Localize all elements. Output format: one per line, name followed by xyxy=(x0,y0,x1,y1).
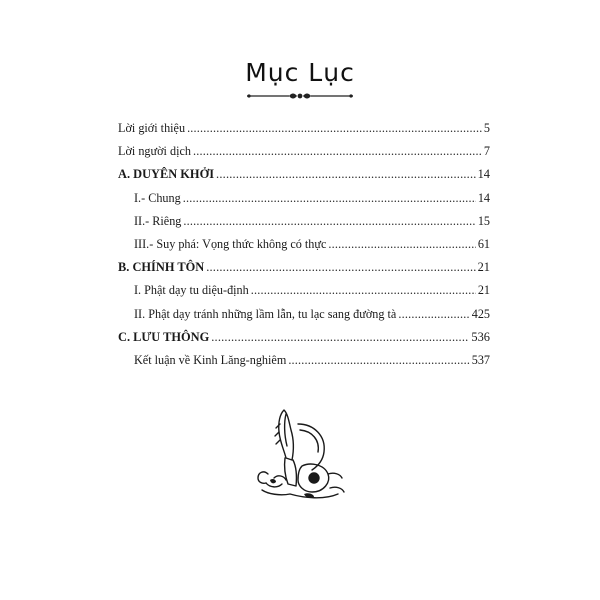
toc-entry-label: I. Phật dạy tu diệu-định xyxy=(134,283,249,298)
dot-leader xyxy=(251,279,476,302)
toc-entry-page: 5 xyxy=(483,121,490,135)
dot-leader xyxy=(216,163,476,186)
toc-entry-page: 14 xyxy=(477,167,490,182)
toc-section-entry[interactable] xyxy=(118,326,490,349)
dot-leader xyxy=(183,210,475,233)
toc-section-label: C. LƯU THÔNG xyxy=(118,329,210,344)
toc-entry-page: 61 xyxy=(477,236,490,251)
toc-entry-page: 21 xyxy=(477,260,490,275)
toc-entry-label: II.- Riêng xyxy=(134,213,182,228)
toc-entry-label: Lời giới thiệu xyxy=(118,121,186,135)
dot-leader xyxy=(193,140,482,163)
toc-entry[interactable] xyxy=(118,303,490,326)
scroll-ornament-icon xyxy=(245,91,355,101)
toc-entry-label: I.- Chung xyxy=(134,190,181,205)
dot-leader xyxy=(187,117,482,140)
toc-entry-page: 425 xyxy=(471,306,490,321)
toc-entry-label: III.- Suy phá: Vọng thức không có thực xyxy=(134,236,327,251)
toc-section-entry[interactable] xyxy=(118,163,490,186)
toc-entry[interactable] xyxy=(118,117,490,140)
toc-entry-page: 15 xyxy=(477,213,490,228)
toc-entry[interactable] xyxy=(118,279,490,302)
page-title: Mục Lục xyxy=(245,58,355,87)
toc-entry-page: 536 xyxy=(471,329,490,344)
praying-hands-emblem-icon xyxy=(244,404,356,508)
toc-entry[interactable] xyxy=(118,140,490,163)
toc-entry-page: 14 xyxy=(477,190,490,205)
toc-entry-label: Kết luận về Kinh Lăng-nghiêm xyxy=(134,352,287,367)
toc-entry-page: 537 xyxy=(471,352,490,367)
dot-leader xyxy=(288,349,469,372)
toc-entry[interactable] xyxy=(118,210,490,233)
toc-entry[interactable] xyxy=(118,187,490,210)
dot-leader xyxy=(328,233,475,256)
toc-entry[interactable] xyxy=(118,349,490,372)
dot-leader xyxy=(211,326,469,349)
toc-section-label: A. DUYÊN KHỞI xyxy=(118,167,215,182)
toc-entry-page: 21 xyxy=(477,283,490,298)
toc-entry[interactable] xyxy=(118,233,490,256)
toc-section-label: B. CHÍNH TÔN xyxy=(118,260,205,275)
dot-leader xyxy=(398,303,469,326)
table-of-contents xyxy=(118,117,490,372)
toc-entry-page: 7 xyxy=(483,144,490,159)
toc-entry-label: II. Phật dạy tránh những lầm lẫn, tu lạc sang đường tà xyxy=(134,306,397,321)
toc-entry-label: Lời người dịch xyxy=(118,144,191,159)
dot-leader xyxy=(183,187,476,210)
toc-section-entry[interactable] xyxy=(118,256,490,279)
dot-leader xyxy=(206,256,475,279)
